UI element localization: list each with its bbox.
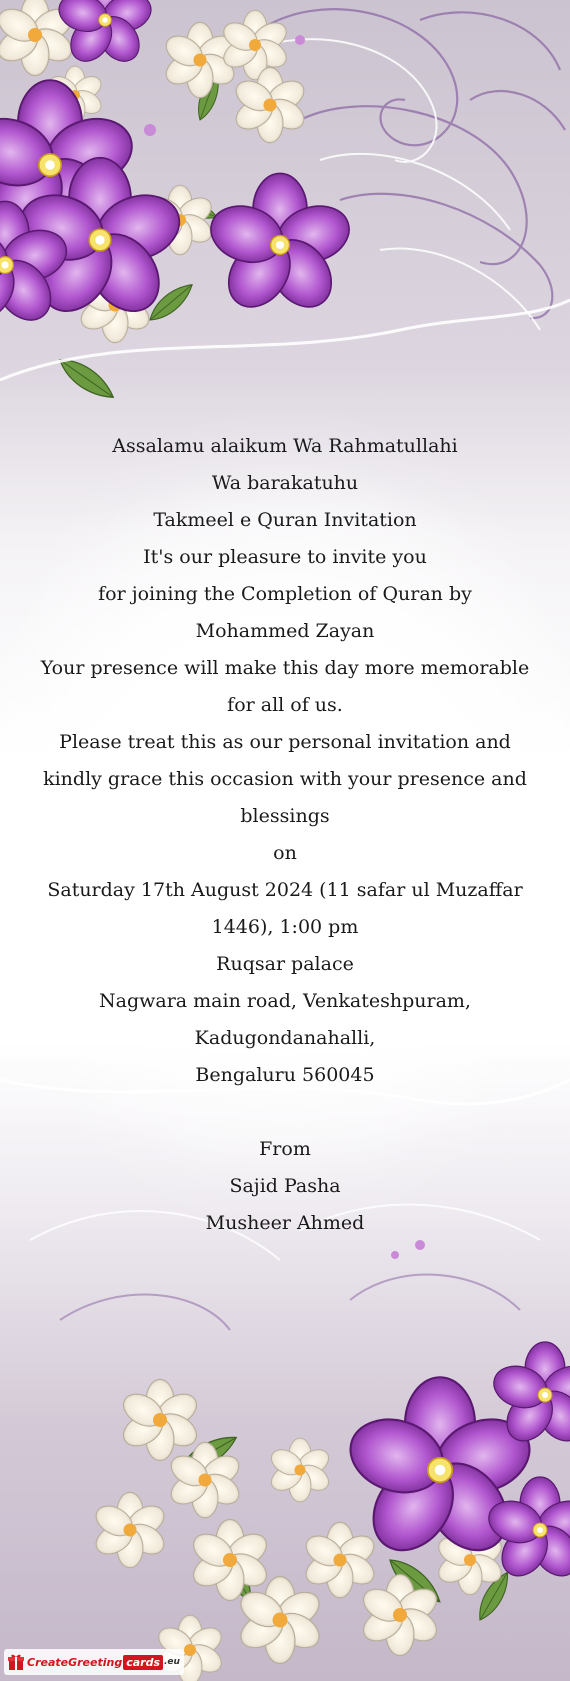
brand-text: CreateGreeting bbox=[27, 1655, 123, 1669]
from-label: From bbox=[259, 1138, 311, 1160]
event-date: Saturday 17th August 2024 (11 safar ul Muzaffar bbox=[47, 879, 523, 901]
invite-line: blessings bbox=[240, 805, 330, 827]
brand-text: cards bbox=[123, 1655, 163, 1670]
invite-line: for joining the Completion of Quran by bbox=[98, 583, 472, 605]
honoree-name: Mohammed Zayan bbox=[195, 620, 375, 642]
brand-logo[interactable] bbox=[4, 1649, 184, 1675]
greeting-line: Wa barakatuhu bbox=[211, 472, 359, 494]
invite-line: for all of us. bbox=[227, 694, 343, 716]
gift-icon bbox=[7, 1653, 25, 1671]
venue-address: Nagwara main road, Venkateshpuram, bbox=[99, 990, 471, 1012]
invite-line: on bbox=[273, 842, 297, 864]
event-time: 1446), 1:00 pm bbox=[211, 916, 359, 938]
sender-name: Musheer Ahmed bbox=[205, 1212, 365, 1234]
brand-text: .eu bbox=[164, 1657, 180, 1667]
invite-line: kindly grace this occasion with your presence and bbox=[43, 768, 527, 790]
invitation-message bbox=[0, 428, 570, 1242]
event-title: Takmeel e Quran Invitation bbox=[153, 509, 417, 531]
greeting-line: Assalamu alaikum Wa Rahmatullahi bbox=[112, 435, 458, 457]
invite-line: It's our pleasure to invite you bbox=[143, 546, 427, 568]
spacer bbox=[0, 1094, 570, 1131]
venue-name: Ruqsar palace bbox=[216, 953, 354, 975]
invite-line: Your presence will make this day more memorable bbox=[40, 657, 530, 679]
venue-address: Kadugondanahalli, bbox=[194, 1027, 376, 1049]
invite-line: Please treat this as our personal invitation and bbox=[59, 731, 511, 753]
sender-name: Sajid Pasha bbox=[229, 1175, 341, 1197]
venue-city: Bengaluru 560045 bbox=[195, 1064, 375, 1086]
